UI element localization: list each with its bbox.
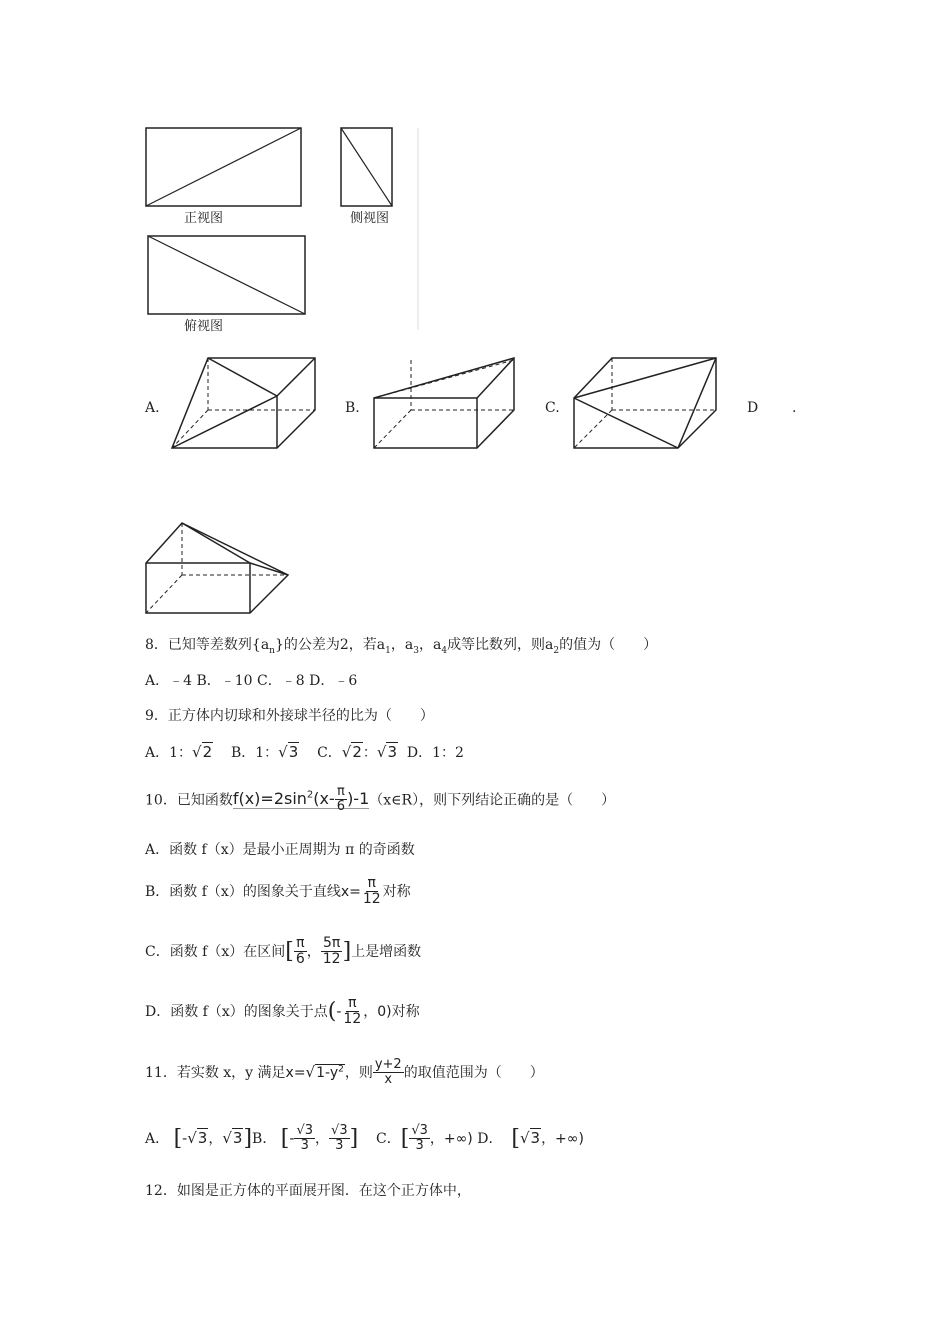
- q11-stem: 11．若实数 x，y 满足$x=√1-y^2$，则 $\frac{y+2}{x}$ 的取值范围为（ ）: [145, 1057, 544, 1088]
- q8-options: A．﹣4 B．﹣10 C．﹣8 D．﹣6: [145, 673, 358, 689]
- front-view-label: 正视图: [184, 211, 224, 226]
- q10-option-d: D．函数 f（x）的图象关于点(- $\frac{\pi}{12}$ ，0)对称: [145, 995, 420, 1028]
- q7-option-d-dot: .: [792, 400, 797, 416]
- q11-options: A． [-√3，√3]B． [- $\frac{√3}{3}$ ， $\frac{√3}{3}$ ] C．[ $\frac{√3}{3}$ ，+∞) D． [√3，+∞): [145, 1123, 584, 1154]
- top-view-label: 俯视图: [184, 319, 224, 334]
- q12-stem: 12．如图是正方体的平面展开图．在这个正方体中，: [145, 1183, 471, 1199]
- q9-stem: 9．正方体内切球和外接球半径的比为（ ）: [145, 708, 434, 724]
- q10-option-b: B．函数 f（x）的图象关于直线x= $\frac{\pi}{12}$ 对称: [145, 875, 411, 908]
- q7-option-d-figure: [0, 0, 950, 620]
- q7-option-b-label: B.: [345, 400, 360, 416]
- q7-option-d-label: D: [747, 400, 759, 416]
- q8-stem: 8．已知等差数列$\{a_n\}$的公差为2，若$a_1$，$a_3$，$a_4$成等比数列，则$a_2$的值为（ ）: [145, 637, 658, 656]
- side-view-label: 侧视图: [350, 211, 390, 226]
- q7-option-a-label: A.: [145, 400, 160, 416]
- q9-options: A．1：√2 B．1：√3 C．√2：√3 D．1：2: [145, 743, 464, 761]
- q10-formula: $f(x)=2\sin^2(x-$ $\frac{\pi}{6}$ )-1: [232, 784, 370, 815]
- q7-option-c-label: C.: [545, 400, 560, 416]
- q10-stem: 10．已知函数$f(x)=2\sin^2(x-$ $\frac{\pi}{6}$ )-1（x∈R），则下列结论正确的是（ ）: [145, 784, 616, 815]
- q10-option-a: A．函数 f（x）是最小正周期为 π 的奇函数: [145, 842, 415, 858]
- q10-option-c: C．函数 f（x）在区间[ $\frac{\pi}{6}$ ， $\frac{5\pi}{12}$ ]上是增函数: [145, 935, 422, 968]
